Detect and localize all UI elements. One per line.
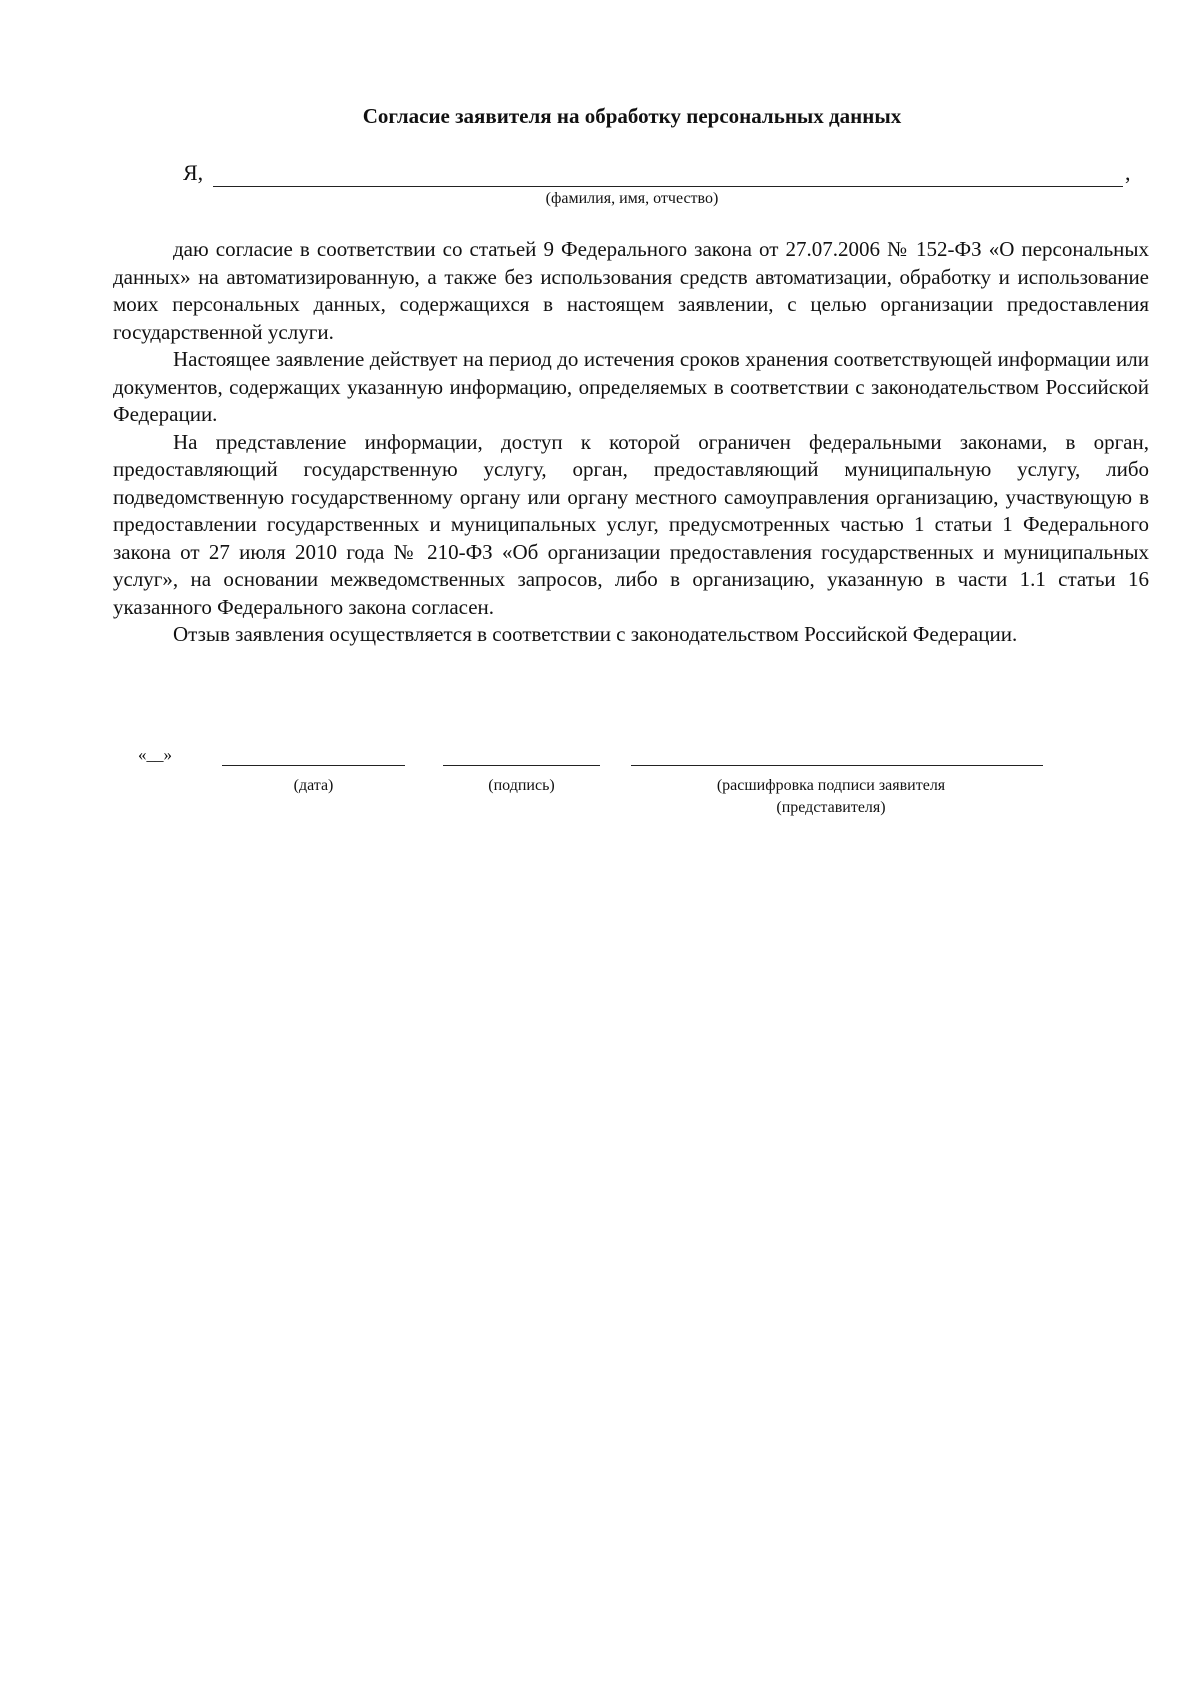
signature-decode-caption [631, 775, 1031, 819]
applicant-name-caption: (фамилия, имя, отчество) [545, 190, 719, 207]
applicant-name-field[interactable] [213, 186, 1123, 187]
paragraph-consent: даю согласие в соответствии со статьей 9 Федерального закона от 27.07.2006 № 152-ФЗ «О персональных данных» на автоматизированную, а также без использования средств автоматизации, обработку и использование моих персональных данных, содержащихся в настоящем заявлении, с целью организации предоставления государственной услуги. [113, 237, 1149, 344]
paragraph-validity: Настоящее заявление действует на период до истечения сроков хранения соответствующей информации или документов, содержащих указанную информацию, определяемых в соответствии с законодательством Российской Федерации. [113, 347, 1149, 426]
applicant-prefix: Я, [183, 160, 204, 185]
date-caption: (дата) [293, 777, 334, 794]
signature-decode-caption-line2: (представителя) [776, 799, 886, 816]
paragraph-revocation: Отзыв заявления осуществляется в соответствии с законодательством Российской Федерации. [173, 622, 1018, 646]
consent-body [113, 236, 1149, 649]
signature-decode-field[interactable] [631, 765, 1043, 766]
paragraph-information-access: На представление информации, доступ к которой ограничен федеральными законами, в орган, предоставляющий государственную услугу, орган, предоставляющий муниципальную услугу, либо подведомственную государственному органу или органу местного самоуправления организацию, участвующую в предоставлении государственных и муниципальных услуг, предусмотренных частью 1 статьи 1 Федерального закона от 27 июля 2010 года № 210-ФЗ «Об организации предоставления государственных и муниципальных услуг», на основании межведомственных запросов, либо в организацию, указанную в части 1.1 статьи 16 указанного Федерального закона согласен. [113, 429, 1149, 619]
applicant-suffix: , [1125, 160, 1131, 185]
date-field[interactable] [222, 765, 405, 766]
day-marker: «__» [138, 745, 172, 764]
signature-decode-caption-line1: (расшифровка подписи заявителя [716, 777, 946, 794]
signature-field[interactable] [443, 765, 600, 766]
applicant-name-row [183, 160, 1133, 190]
signature-block [0, 745, 1200, 815]
document-title: Согласие заявителя на обработку персональных данных [362, 104, 902, 128]
signature-caption: (подпись) [488, 777, 555, 794]
